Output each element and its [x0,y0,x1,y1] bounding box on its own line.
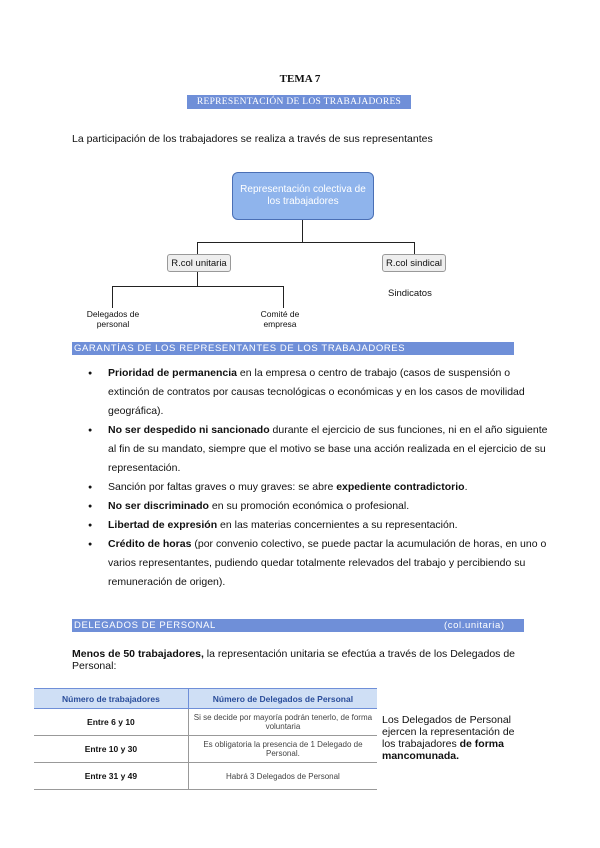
diagram-root-box: Representación colectiva de los trabajadores [232,172,374,220]
guarantees-list [88,364,548,592]
delegados-paragraph: Menos de 50 trabajadores, la representación unitaria se efectúa a través de los Delegados de Personal: [72,648,515,672]
table-row: Entre 31 y 49 Habrá 3 Delegados de Personal [34,763,377,790]
delegados-table [34,688,377,790]
section-subtitle: REPRESENTACIÓN DE LOS TRABAJADORES [187,95,411,109]
list-item: ● Libertad de expresión en las materias concernientes a su representación. [108,516,548,535]
delegados-heading-right: (col.unitaria) [444,620,505,631]
delegados-heading-left: DELEGADOS DE PERSONAL [74,620,216,631]
list-item: ● Sanción por faltas graves o muy graves: se abre expediente contradictorio. [108,478,548,497]
table-row: Entre 10 y 30 Es obligatoria la presencia de 1 Delegado de Personal. [34,736,377,763]
table-header: Número de Delegados de Personal [188,689,377,709]
page-title: TEMA 7 [279,73,321,85]
delegados-heading [72,619,524,632]
diagram-leaf-sindicatos: Sindicatos [388,288,432,299]
table-header: Número de trabajadores [34,689,188,709]
list-item: ● Prioridad de permanencia en la empresa o centro de trabajo (casos de suspensión o extinción de contratos por causas tecnológicas o económicas y en los casos de movilidad geográfica). [108,364,548,421]
list-item: ● No ser discriminado en su promoción económica o profesional. [108,497,548,516]
diagram-leaf-comite: Comité de empresa [260,309,300,329]
guarantees-heading: GARANTÍAS DE LOS REPRESENTANTES DE LOS TRABAJADORES [72,342,514,355]
intro-text: La participación de los trabajadores se realiza a través de sus representantes [72,133,433,145]
list-item: ● No ser despedido ni sancionado durante el ejercicio de sus funciones, ni en el año siguiente al fin de su mandato, siempre que el motivo se base una acción realizada en el ejercicio de su representación. [108,421,548,478]
diagram-left-box: R.col unitaria [167,254,231,272]
side-note: Los Delegados de Personal ejercen la representación de los trabajadores de forma mancomunada. [382,714,515,762]
diagram-right-box: R.col sindical [382,254,446,272]
table-row: Entre 6 y 10 Si se decide por mayoría podrán tenerlo, de forma voluntaria [34,709,377,736]
list-item: ● Crédito de horas (por convenio colectivo, se puede pactar la acumulación de horas, en uno o varios representantes, pudiendo quedar totalmente relevados del trabajo y percibiendo su remuneración de origen). [108,535,548,592]
diagram-leaf-delegados: Delegados de personal [86,309,140,329]
